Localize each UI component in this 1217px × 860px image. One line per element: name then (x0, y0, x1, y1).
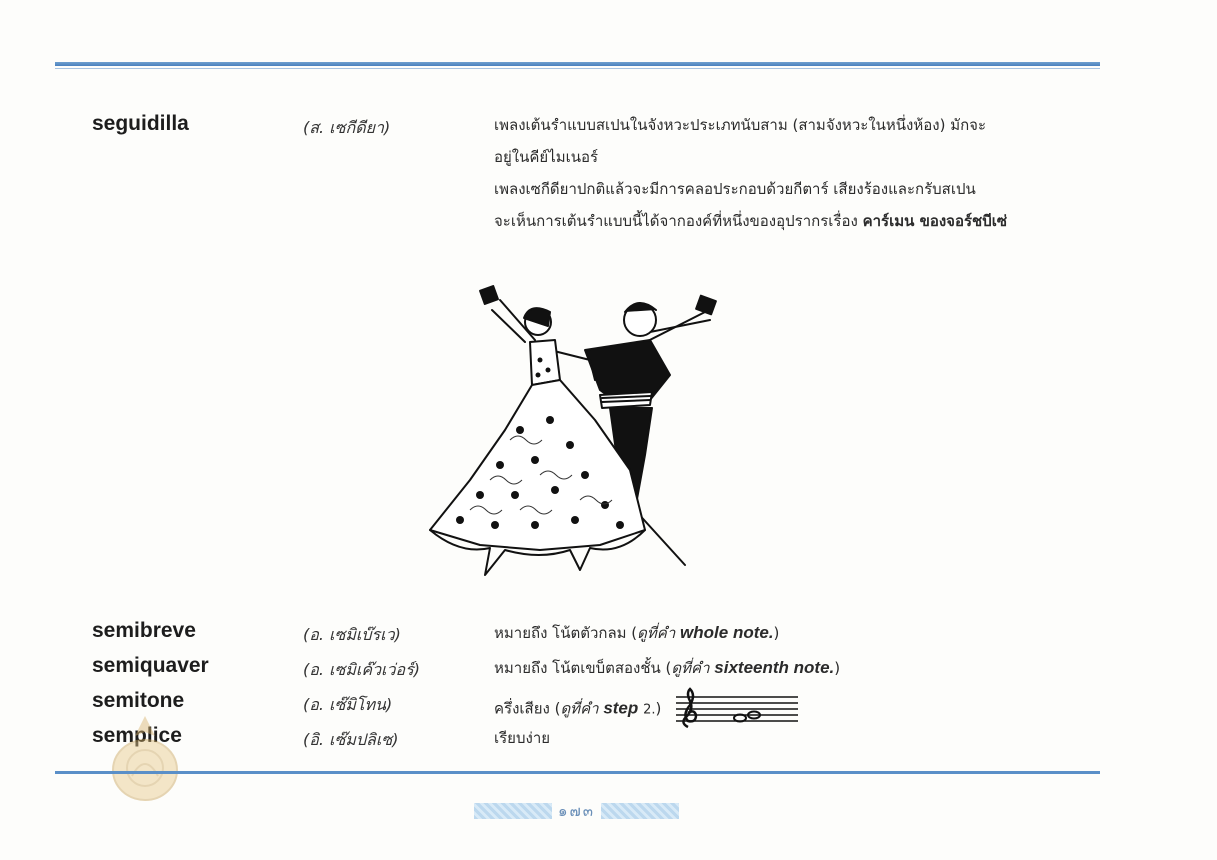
definition-text: หมายถึง โน้ตเขบ็ตสองชั้น ( (494, 659, 672, 677)
entry-term: seguidilla (92, 112, 189, 135)
bottom-rule (55, 771, 1100, 774)
entry-pronunciation: (อ. เซ๊มิโทน) (303, 695, 393, 714)
entry-term: semplice (92, 724, 182, 747)
entry-definition (494, 722, 1094, 754)
entry-definition (494, 109, 1094, 237)
definition-text: ครึ่งเสียง ( (494, 699, 561, 718)
definition-text: เรียบง่าย (494, 729, 551, 747)
see-label: ดูที่คำ (560, 699, 599, 718)
page-band-right (601, 803, 679, 819)
cross-reference: sixteenth note. (714, 658, 835, 677)
definition-line: เพลงเซกีดียาปกติแล้วจะมีการคลอประกอบด้วยกีตาร์ เสียงร้องและกรับสเปน (494, 180, 976, 198)
definition-line: อยู่ในคีย์ไมเนอร์ (494, 148, 599, 166)
definition-line (494, 205, 1094, 237)
entry-definition (494, 617, 1094, 649)
entry-pronunciation: (อ. เซมิเค๊วเว่อร์) (303, 660, 420, 679)
page-number: ๑๗๓ (557, 802, 596, 820)
entry-pronunciation: (ส. เซกีดียา) (303, 118, 391, 137)
page-band-left (474, 803, 552, 819)
entry-definition (494, 652, 1094, 684)
see-label: ดูที่คำ (637, 624, 676, 642)
cross-reference: whole note. (680, 623, 774, 642)
definition-text: หมายถึง โน้ตตัวกลม ( (494, 624, 638, 642)
see-label: ดูที่คำ (671, 659, 710, 677)
definition-bold: คาร์เมน ของจอร์ชบีเซ่ (862, 212, 1008, 230)
entry-term: semiquaver (92, 654, 209, 677)
definition-text: ) (773, 624, 780, 642)
page-number-footer (470, 800, 683, 822)
entry-term: semitone (92, 689, 185, 712)
emblem-seal-icon (108, 712, 182, 804)
definition-text: จะเห็นการเต้นรำแบบนี้ได้จากองค์ที่หนึ่งของอุปรากรเรื่อง (494, 212, 858, 230)
definition-line: เพลงเต้นรำแบบสเปนในจังหวะประเภทนับสาม (สามจังหวะในหนึ่งห้อง) มักจะ (494, 116, 987, 134)
cross-reference-number: 2. (643, 702, 656, 718)
flamenco-dancers-illustration (420, 280, 720, 590)
top-rule (55, 62, 1100, 66)
entry-term: semibreve (92, 619, 196, 642)
entry-pronunciation: (อิ. เซ๊มปลิเซ) (303, 730, 399, 749)
cross-reference: step (603, 698, 639, 718)
definition-text: ) (655, 699, 662, 718)
entry-pronunciation: (อ. เซมิเบ๊รเว) (303, 625, 401, 644)
definition-text: ) (834, 659, 841, 677)
